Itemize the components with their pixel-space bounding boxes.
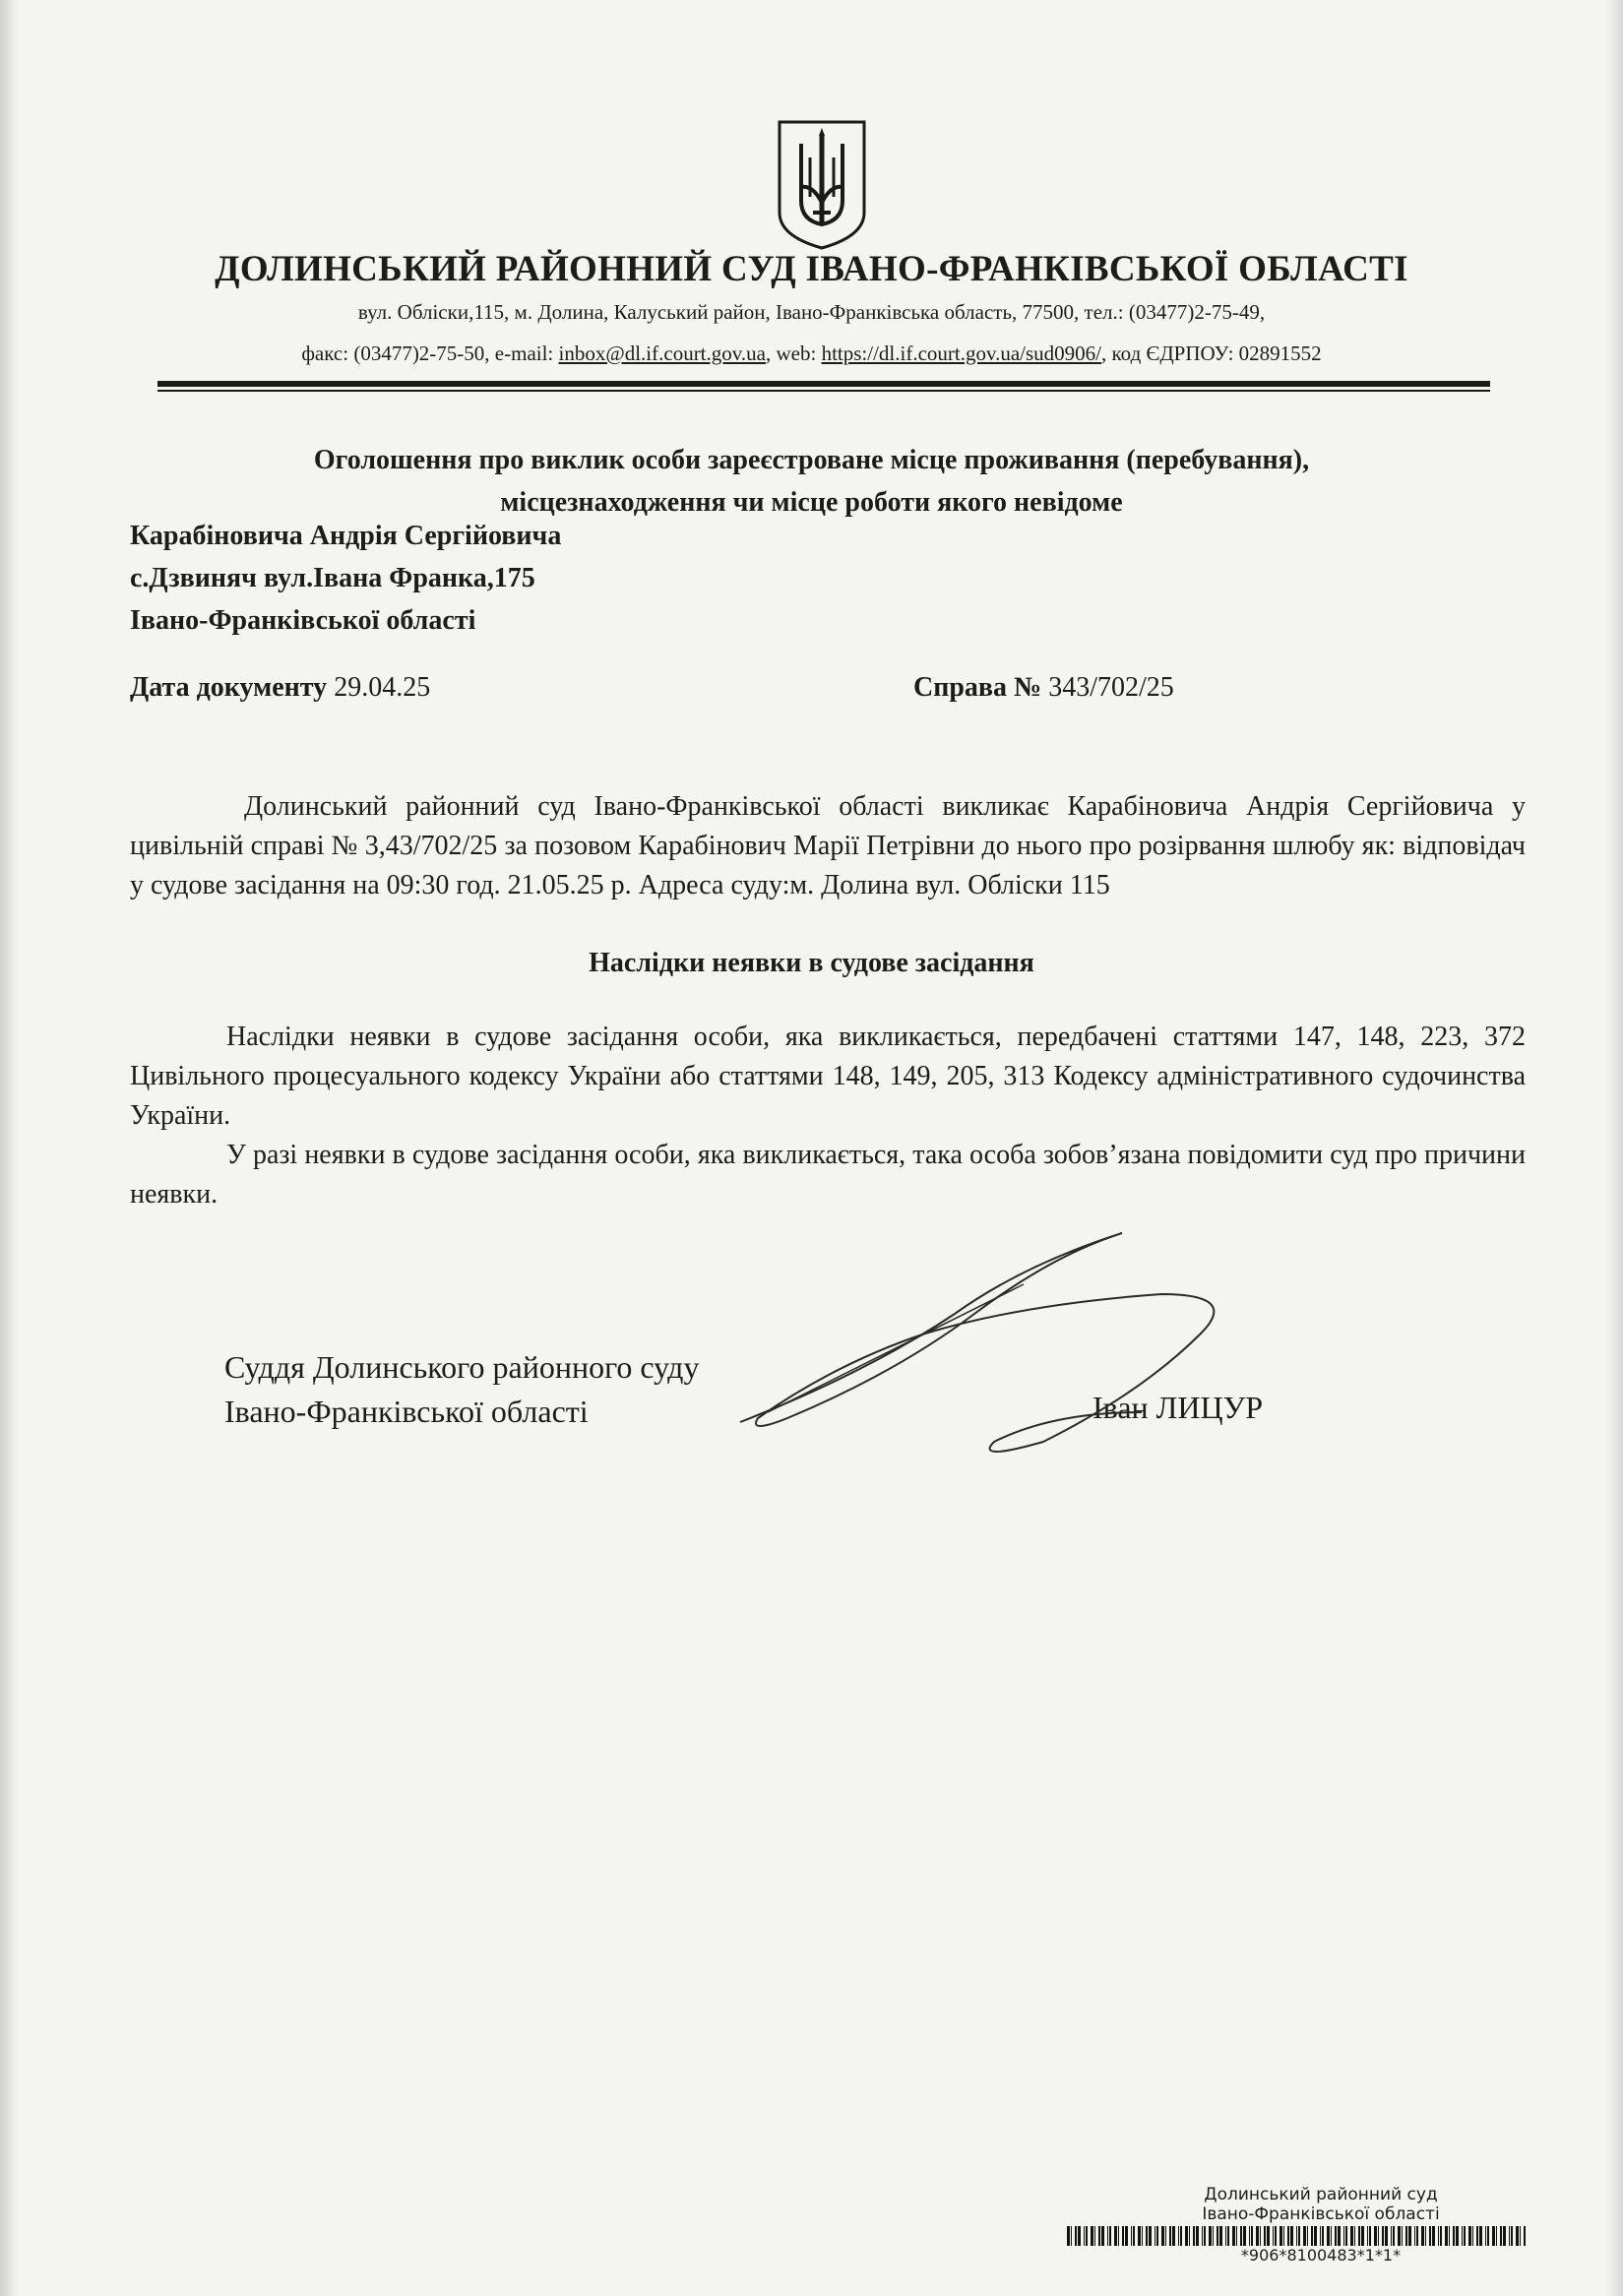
- judge-title-line2: Івано-Франківської області: [224, 1394, 589, 1429]
- judge-name: Іван ЛИЦУР: [1092, 1390, 1264, 1425]
- handwritten-signature: [728, 1225, 1280, 1461]
- date-value: 29.04.25: [327, 672, 431, 703]
- notice-title-line2: місцезнаходження чи місце роботи якого невідоме: [500, 487, 1123, 518]
- web-label: , web:: [765, 341, 822, 365]
- document-date: [130, 672, 430, 704]
- court-name: ДОЛИНСЬКИЙ РАЙОННИЙ СУД ІВАНО-ФРАНКІВСЬКОЇ ОБЛАСТІ: [215, 249, 1408, 289]
- summons-paragraph: Долинський районний суд Івано-Франківської області викликає Карабіновича Андрія Сергійовича у цивільній справі № 3,43/702/25 за позовом Карабінович Марії Петрівни до нього про розірвання шлюбу як: відповідач у судове засідання на 09:30 год. 21.05.25 р. Адреса суду:м. Долина вул. Обліски 115: [130, 791, 1526, 900]
- court-address: вул. Обліски,115, м. Долина, Калуський район, Івано-Франківська область, 77500, тел.: (03477)2-75-49,: [357, 300, 1266, 324]
- web-link[interactable]: https://dl.if.court.gov.ua/sud0906/: [821, 341, 1102, 365]
- barcode: [1067, 2226, 1529, 2246]
- stamp-line1: Долинський районний суд: [1204, 2185, 1438, 2204]
- case-value: 343/702/25: [1041, 672, 1174, 703]
- notice-title: [0, 439, 1623, 524]
- notification-paragraph: У разі неявки в судове засідання особи, яка викликається, така особа зобов’язана повідомити суд про причини неявки.: [130, 1140, 1526, 1210]
- date-label: Дата документу: [130, 672, 328, 703]
- addressee-region: Івано-Франківської області: [130, 605, 476, 636]
- email-link[interactable]: inbox@dl.if.court.gov.ua: [558, 341, 766, 365]
- case-number: [913, 672, 1174, 704]
- stamp-line2: Івано-Франківської області: [1202, 2204, 1440, 2224]
- judge-title: [224, 1345, 699, 1434]
- consequences-heading: Наслідки неявки в судове засідання: [589, 948, 1034, 978]
- consequences-paragraph: Наслідки неявки в судове засідання особи, яка викликається, передбачені статтями 147, 148, 223, 372 Цивільного процесуального кодексу України або статтями 148, 149, 205, 313 Кодексу адміністративного судочинства України.: [130, 1022, 1526, 1131]
- notice-title-line1: Оголошення про виклик особи зареєстроване місце проживання (перебування),: [313, 445, 1310, 475]
- barcode-number: *906*8100483*1*1*: [1240, 2246, 1402, 2265]
- court-contacts: [0, 341, 1623, 366]
- fax-label: факс: (03477)2-75-50, e-mail:: [301, 341, 559, 365]
- header-divider: [157, 381, 1490, 387]
- header-divider-thin: [157, 390, 1490, 392]
- judge-title-line1: Суддя Долинського районного суду: [224, 1349, 700, 1385]
- case-label: Справа №: [913, 672, 1042, 703]
- registry-stamp: [1065, 2185, 1577, 2224]
- addressee-block: [130, 515, 561, 642]
- addressee-name: Карабіновича Андрія Сергійовича: [130, 521, 562, 551]
- coat-of-arms-icon: [776, 118, 868, 252]
- addressee-street: с.Дзвиняч вул.Івана Франка,175: [130, 563, 535, 593]
- edrpou-code: , код ЄДРПОУ: 02891552: [1101, 341, 1322, 365]
